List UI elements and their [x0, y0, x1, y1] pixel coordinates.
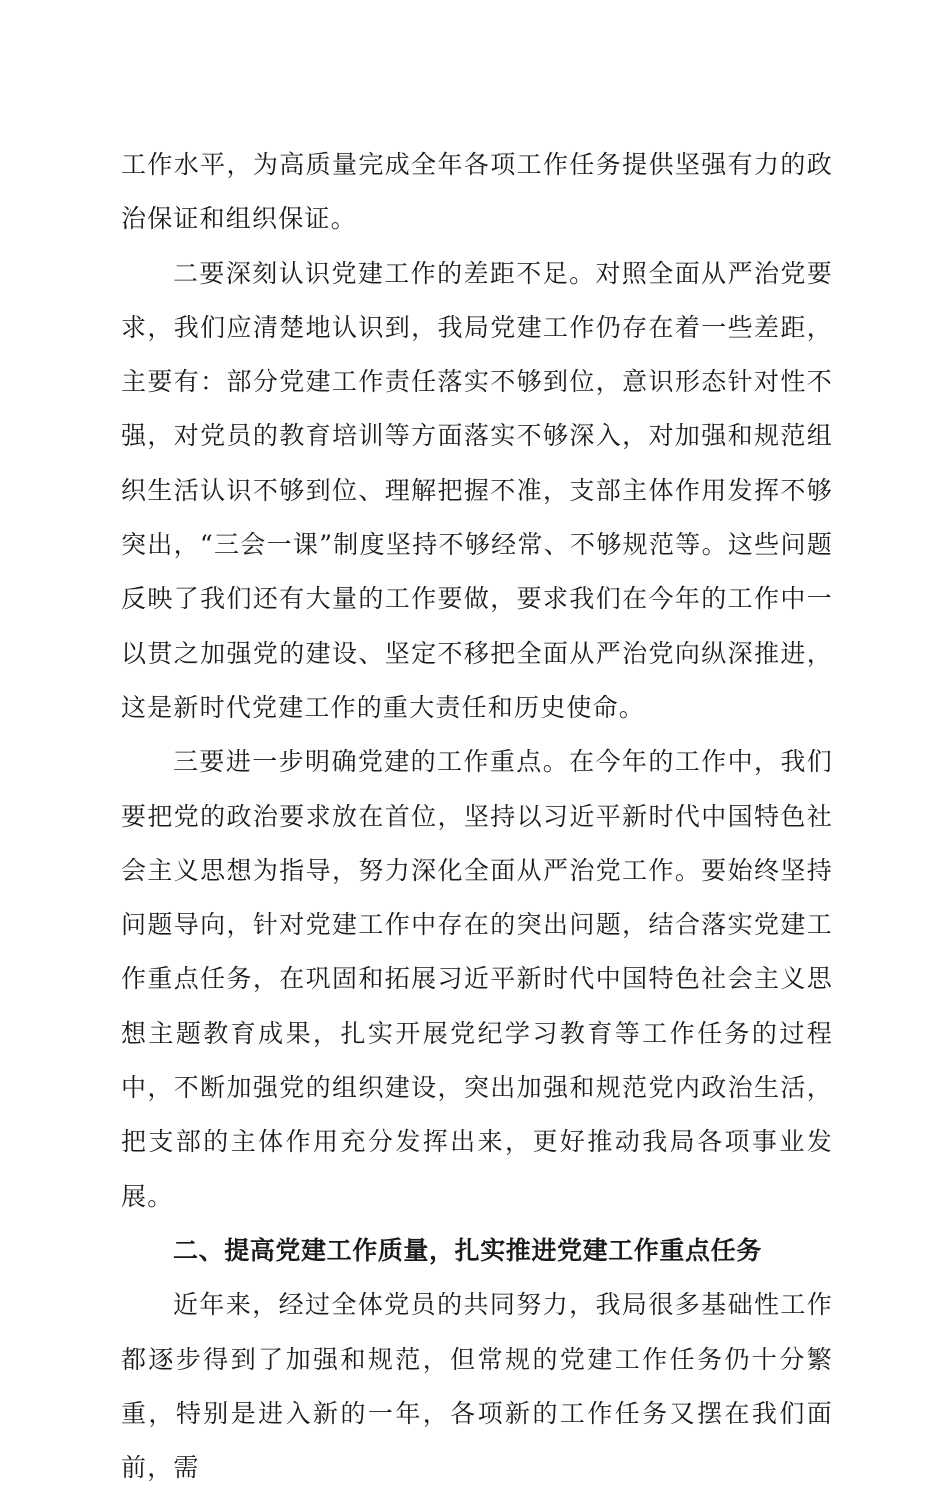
continuation-paragraph: 工作水平，为高质量完成全年各项工作任务提供坚强有力的政治保证和组织保证。 [121, 150, 833, 234]
section-heading: 二、提高党建工作质量，扎实推进党建工作重点任务 [173, 1235, 762, 1265]
point-two-paragraph: 二要深刻认识党建工作的差距不足。对照全面从严治党要求，我们应清楚地认识到，我局党建工作仍存在着一些差距，主要有：部分党建工作责任落实不够到位，意识形态针对性不强，对党员的教育培训等方面落实不够深入，对加强和规范组织生活认识不够到位、理解把握不准，支部主体作用发挥不够突出，“三会一课”制度坚持不够经常、不够规范等。这些问题反映了我们还有大量的工作要做，要求我们在今年的工作中一以贯之加强党的建设、坚定不移把全面从严治党向纵深推进，这是新时代党建工作的重大责任和历史使命。 [121, 258, 833, 722]
point-three-paragraph: 三要进一步明确党建的工作重点。在今年的工作中，我们要把党的政治要求放在首位，坚持以习近平新时代中国特色社会主义思想为指导，努力深化全面从严治党工作。要始终坚持问题导向，针对党建工作中存在的突出问题，结合落实党建工作重点任务，在巩固和拓展习近平新时代中国特色社会主义思想主题教育成果，扎实开展党纪学习教育等工作任务的过程中，不断加强党的组织建设，突出加强和规范党内政治生活，把支部的主体作用充分发挥出来，更好推动我局各项事业发展。 [121, 747, 833, 1211]
section-paragraph: 近年来，经过全体党员的共同努力，我局很多基础性工作都逐步得到了加强和规范，但常规的党建工作任务仍十分繁重，特别是进入新的一年，各项新的工作任务又摆在我们面前，需 [121, 1290, 833, 1483]
document-body [121, 138, 833, 1495]
